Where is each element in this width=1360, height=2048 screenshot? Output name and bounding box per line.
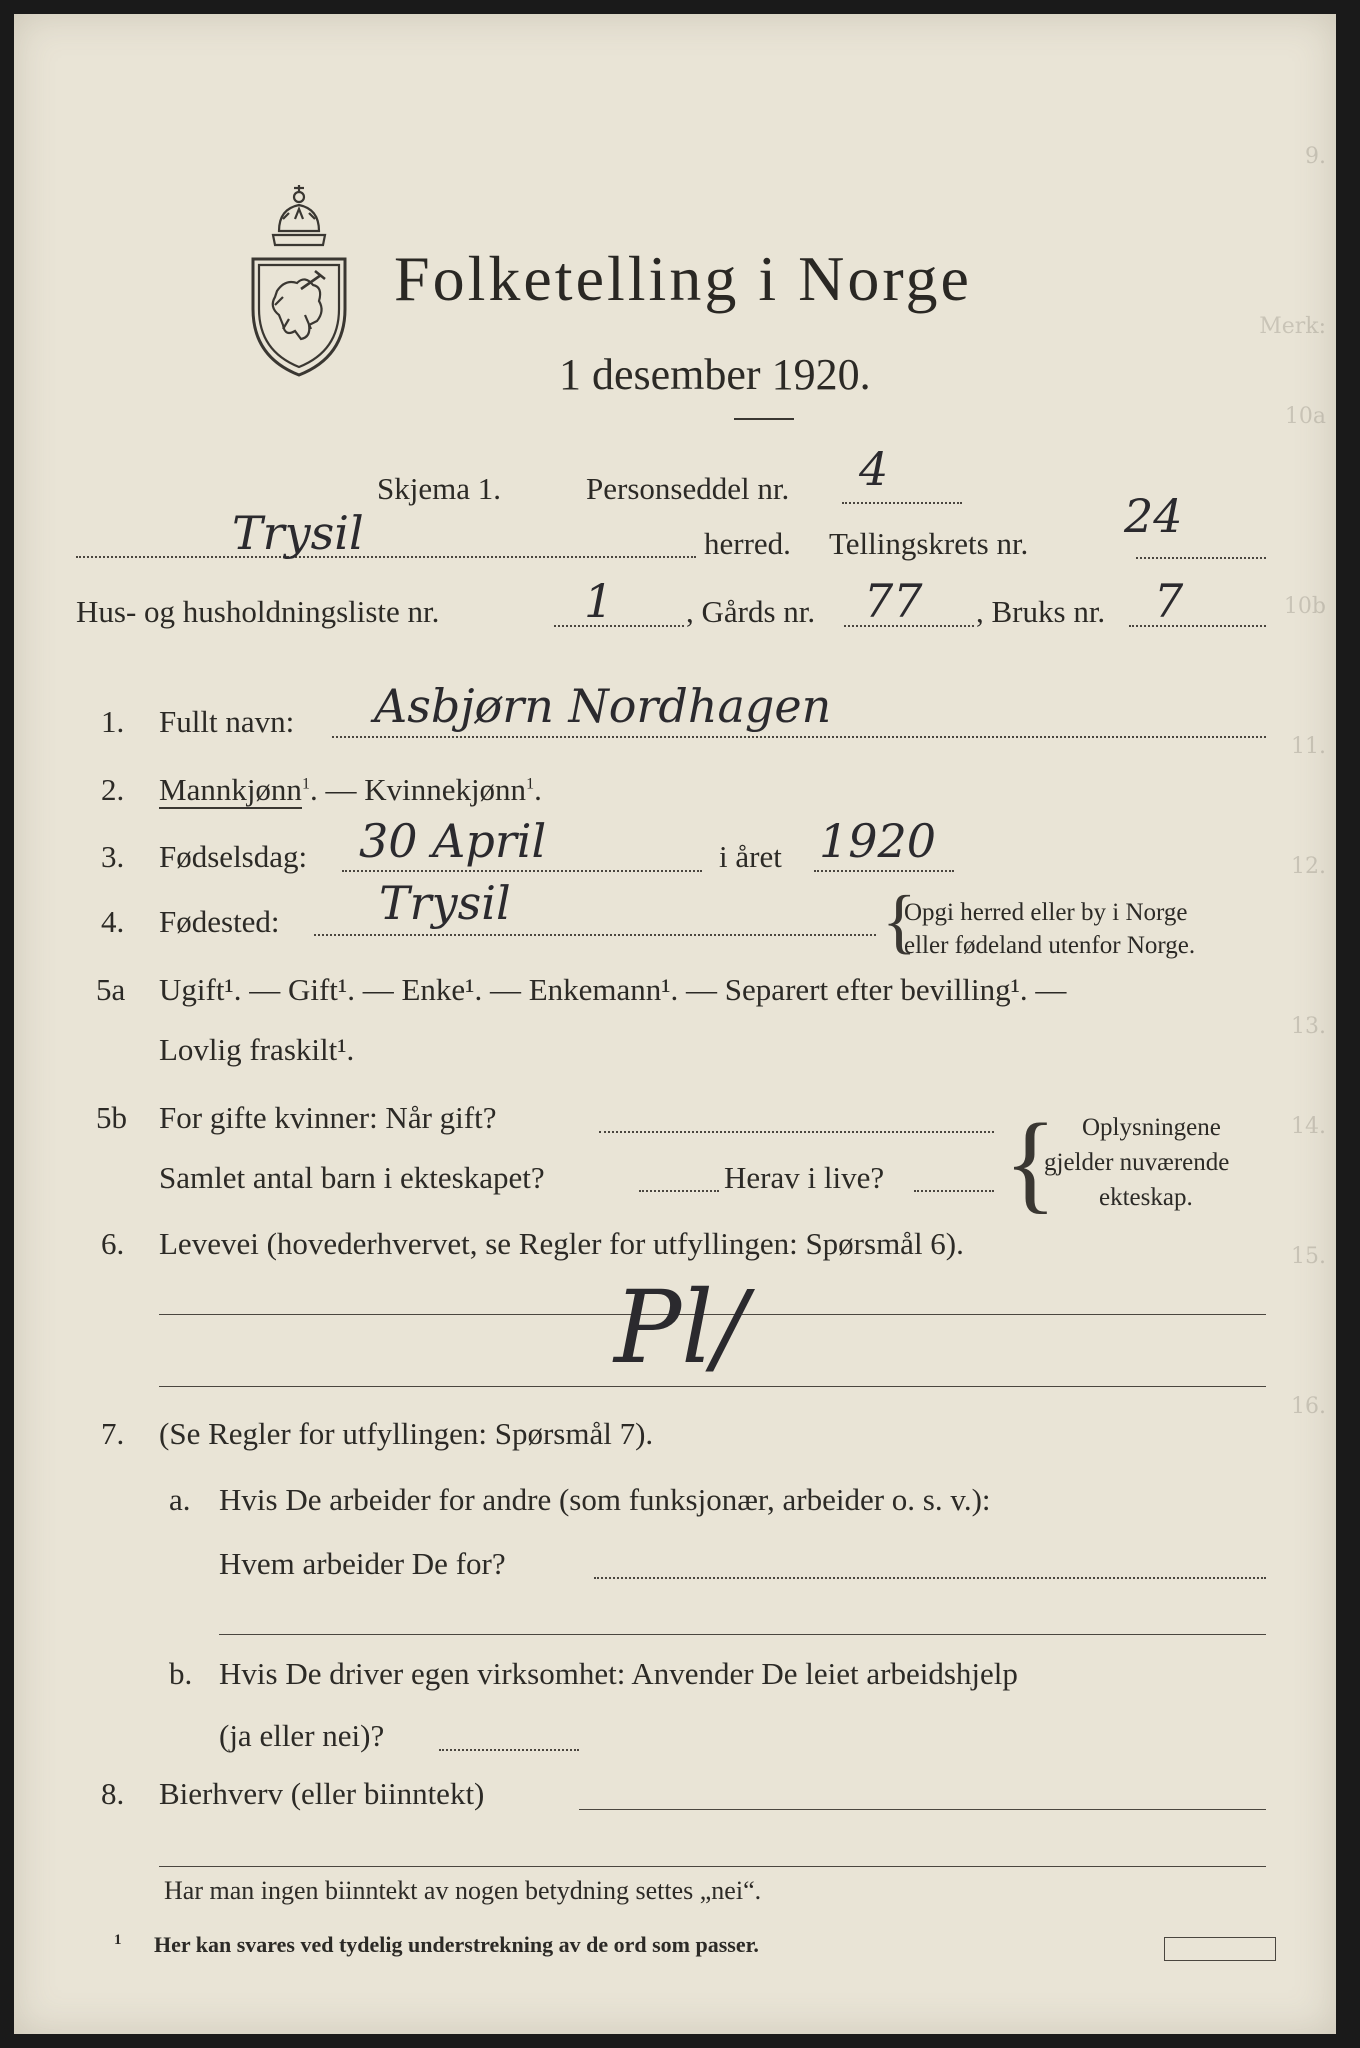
herred-label: herred. — [704, 526, 791, 561]
birthplace-value: Trysil — [379, 876, 511, 930]
children-total-line — [639, 1190, 719, 1192]
field-2-number: 2. — [101, 772, 125, 807]
birth-year-label: i året — [719, 839, 782, 874]
personseddel-line — [842, 502, 962, 504]
birthplace-note-2: eller fødeland utenfor Norge. — [904, 932, 1196, 959]
married-when-label: For gifte kvinner: Når gift? — [159, 1100, 497, 1135]
footnote-mark: 1 — [114, 1932, 122, 1948]
employer-question: Hvis De arbeider for andre (som funksjonær, arbeider o. s. v.): — [219, 1482, 991, 1517]
herred-value: Trysil — [232, 506, 364, 560]
field-7a-number: a. — [169, 1482, 191, 1517]
children-alive-line — [914, 1190, 994, 1192]
gards-label: , Gårds nr. — [686, 594, 816, 629]
field-5a-number: 5a — [96, 972, 126, 1007]
employer-line-2 — [219, 1634, 1266, 1635]
field-6-number: 6. — [101, 1226, 125, 1261]
employer-label: Hvem arbeider De for? — [219, 1546, 506, 1581]
gender-separator: . — — [309, 772, 365, 807]
field-7-number: 7. — [101, 1416, 125, 1451]
field-7b-number: b. — [169, 1656, 193, 1691]
field-5b-number: 5b — [96, 1100, 127, 1135]
marital-status-options-2: Lovlig fraskilt¹. — [159, 1032, 355, 1067]
field-1-number: 1. — [101, 704, 125, 739]
birth-year-value: 1920 — [819, 814, 937, 868]
bruks-label: , Bruks nr. — [976, 594, 1106, 629]
marriage-note-brace: { — [1004, 1101, 1057, 1223]
census-form-page — [14, 14, 1336, 2034]
tellingskrets-line — [1136, 557, 1266, 559]
gender-options — [159, 772, 542, 808]
field-3-number: 3. — [101, 839, 125, 874]
side-income-label: Bierhverv (eller biinntekt) — [159, 1776, 485, 1811]
footnote-text: Her kan svares ved tydelig understrekning av de ord som passer. — [154, 1932, 759, 1957]
occupation-line-2 — [159, 1386, 1266, 1387]
field-4-number: 4. — [101, 904, 125, 939]
birthdate-label: Fødselsdag: — [159, 839, 308, 874]
gards-value: 77 — [864, 574, 923, 628]
employment-label: (Se Regler for utfyllingen: Spørsmål 7). — [159, 1416, 654, 1451]
gender-female-footnote-mark: 1 — [526, 775, 535, 793]
hus-line — [554, 625, 684, 627]
side-income-line-2 — [159, 1866, 1266, 1867]
marital-status-options: Ugift¹. — Gift¹. — Enke¹. — Enkemann¹. — Separert efter bevilling¹. — — [159, 972, 1067, 1007]
employer-line — [594, 1577, 1266, 1579]
coat-of-arms-icon — [239, 179, 359, 379]
birthplace-line — [314, 934, 876, 936]
children-total-label: Samlet antal barn i ekteskapet? — [159, 1160, 545, 1195]
title-divider — [734, 418, 794, 420]
birthplace-label: Fødested: — [159, 904, 280, 939]
gender-end: . — [534, 772, 542, 807]
printer-stamp — [1164, 1937, 1276, 1961]
form-title: Folketelling i Norge — [394, 243, 972, 314]
field-8-number: 8. — [101, 1776, 125, 1811]
gender-male: Mannkjønn — [159, 772, 302, 807]
birthdate-line — [342, 870, 702, 872]
personseddel-label: Personseddel nr. — [586, 471, 790, 506]
gender-female: Kvinnekjønn — [364, 772, 527, 807]
birth-year-line — [814, 870, 954, 872]
full-name-value: Asbjørn Nordhagen — [374, 679, 832, 733]
birthdate-value: 30 April — [359, 814, 547, 868]
hus-value: 1 — [584, 574, 614, 628]
full-name-label: Fullt navn: — [159, 704, 295, 739]
birthplace-note-1: Opgi herred eller by i Norge — [904, 899, 1188, 926]
married-when-line — [599, 1131, 994, 1133]
tellingskrets-value: 24 — [1124, 489, 1183, 543]
bruks-value: 7 — [1154, 574, 1184, 628]
herred-line — [76, 556, 696, 558]
marriage-note-2 — [1044, 1149, 1229, 1177]
marriage-note-1: Oplysningene — [1082, 1114, 1221, 1141]
self-employed-question: Hvis De driver egen virksomhet: Anvender De leiet arbeidshjelp — [219, 1656, 1018, 1691]
side-income-line — [579, 1809, 1266, 1810]
hired-help-line — [439, 1749, 579, 1751]
children-alive-label: Herav i live? — [724, 1160, 885, 1195]
birthplace-note-brace: { — [882, 881, 917, 961]
hired-help-label: (ja eller nei)? — [219, 1718, 385, 1753]
gender-male-footnote-mark: 1 — [301, 775, 310, 793]
personseddel-value: 4 — [859, 442, 889, 496]
occupation-value: Pl/ — [614, 1269, 747, 1386]
full-name-line — [332, 736, 1266, 738]
occupation-label: Levevei (hovederhvervet, se Regler for utfyllingen: Spørsmål 6). — [159, 1226, 964, 1261]
marriage-note-3: ekteskap. — [1099, 1184, 1193, 1211]
tellingskrets-label: Tellingskrets nr. — [829, 526, 1029, 561]
hus-label: Hus- og husholdningsliste nr. — [76, 594, 440, 629]
side-income-note: Har man ingen biinntekt av nogen betydning settes „nei“. — [164, 1876, 762, 1905]
bruks-line — [1129, 625, 1266, 627]
skjema-label: Skjema 1. — [377, 471, 501, 506]
bleed-through-marks: 9. Merk: 10a 10b 11. 12. 13. 14. 15. 16. — [1259, 144, 1326, 1419]
marriage-note-2-text: gjelder nuværende — [1044, 1149, 1230, 1176]
census-date: 1 desember 1920. — [559, 350, 871, 399]
